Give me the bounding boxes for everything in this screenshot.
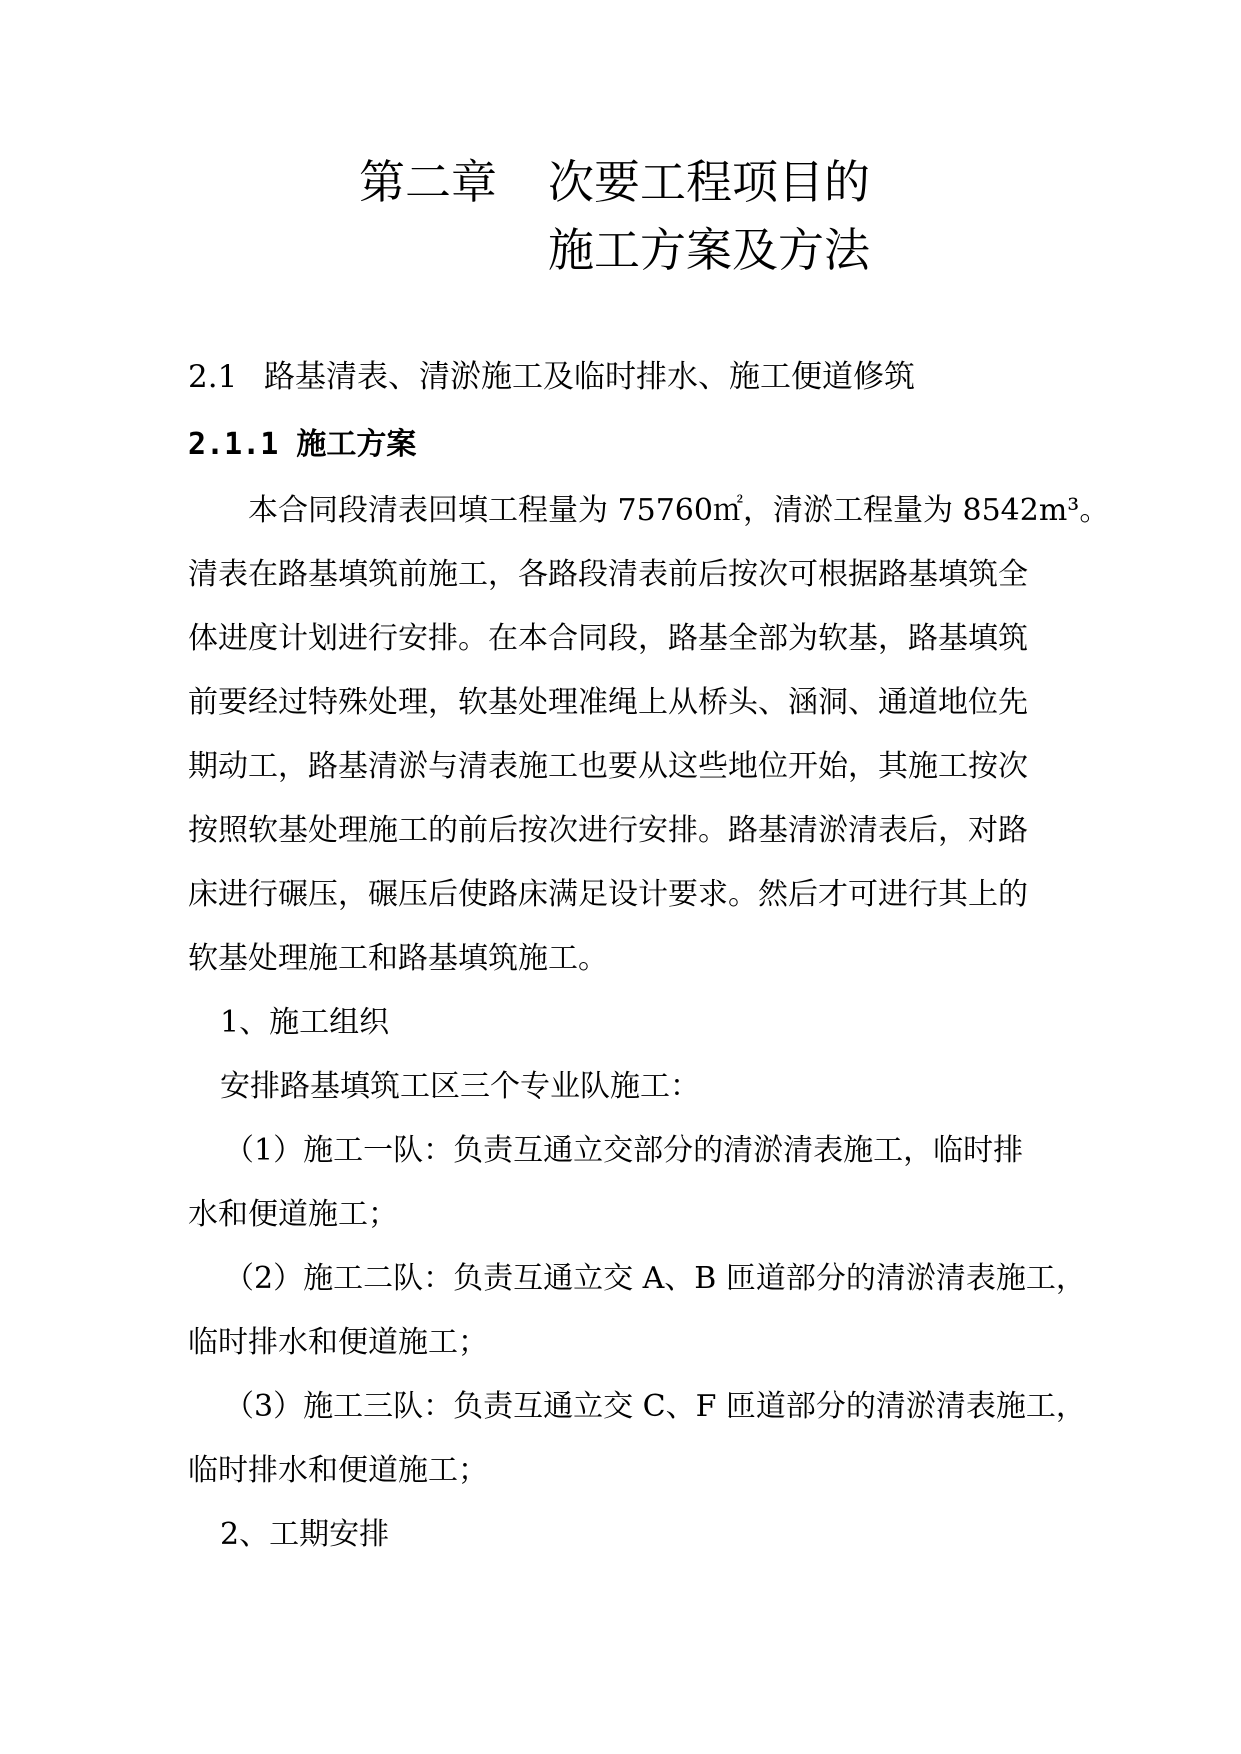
chapter-title-text-2: 施工方案及方法	[548, 223, 870, 277]
subsection-number: 2.1.1	[188, 427, 279, 462]
paragraph-line: 按照软基处理施工的前后按次进行安排。路基清淤清表后，对路	[188, 813, 1028, 848]
section-heading	[188, 355, 915, 399]
section-title-text: 路基清表、清淤施工及临时排水、施工便道修筑	[264, 359, 915, 395]
chapter-number: 第二章	[359, 155, 497, 209]
paragraph-line: 前要经过特殊处理，软基处理准绳上从桥头、涵洞、通道地位先	[188, 685, 1028, 720]
list-intro: 安排路基填筑工区三个专业队施工：	[220, 1069, 700, 1104]
team1-line2: 水和便道施工；	[188, 1197, 398, 1232]
list-heading-2: 2、工期安排	[220, 1517, 390, 1552]
paragraph-line: 床进行碾压，碾压后使路床满足设计要求。然后才可进行其上的	[188, 877, 1028, 912]
paragraph-line: 软基处理施工和路基填筑施工。	[188, 941, 608, 976]
subsection-heading	[188, 423, 416, 467]
team1-line1: （1）施工一队：负责互通立交部分的清淤清表施工，临时排	[224, 1133, 1024, 1168]
subsection-title-text: 施工方案	[296, 427, 417, 462]
section-number: 2.1	[188, 359, 238, 395]
paragraph-line: 体进度计划进行安排。在本合同段，路基全部为软基，路基填筑	[188, 621, 1028, 656]
paragraph-line: 清表在路基填筑前施工，各路段清表前后按次可根据路基填筑全	[188, 557, 1028, 592]
list-heading-1: 1、施工组织	[220, 1005, 390, 1040]
team2-line2: 临时排水和便道施工；	[188, 1325, 488, 1360]
team3-line2: 临时排水和便道施工；	[188, 1453, 488, 1488]
paragraph-line: 期动工，路基清淤与清表施工也要从这些地位开始，其施工按次	[188, 749, 1028, 784]
team3-line1: （3）施工三队：负责互通立交 C、F 匝道部分的清淤清表施工，	[224, 1389, 1086, 1424]
chapter-title-text-1: 次要工程项目的	[548, 155, 870, 209]
paragraph-line: 本合同段清表回填工程量为 75760㎡，清淤工程量为 8542m³。	[248, 493, 1110, 528]
team2-line1: （2）施工二队：负责互通立交 A、B 匝道部分的清淤清表施工，	[224, 1261, 1086, 1296]
